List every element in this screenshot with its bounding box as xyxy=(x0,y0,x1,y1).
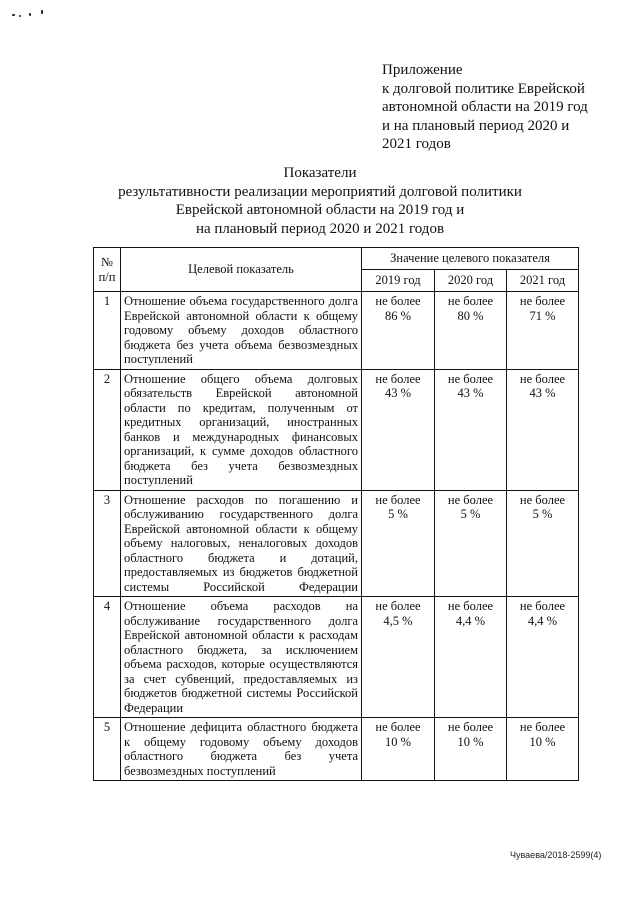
value-2020 xyxy=(435,597,507,718)
value-2021 xyxy=(507,718,579,781)
value-prefix: не более xyxy=(375,720,421,734)
value-prefix: не более xyxy=(519,294,566,308)
document-title xyxy=(0,164,640,238)
appendix-line: и на плановый период 2020 и xyxy=(382,117,570,134)
value-number: 5 % xyxy=(388,507,408,521)
value-prefix: не более xyxy=(519,720,566,734)
title-line: Еврейской автономной области на 2019 год и xyxy=(175,202,465,218)
value-number: 10 % xyxy=(529,734,556,749)
header-number-line: № xyxy=(101,255,113,269)
indicator-text: Отношение объема государственного долга Еврейской автономной области к общему годовому объему доходов областного бюджета без учета объема безвозмездных поступлений xyxy=(121,292,362,370)
title-line: Показатели xyxy=(283,165,357,181)
value-prefix: не более xyxy=(375,371,421,386)
value-prefix: не более xyxy=(447,371,494,386)
value-prefix: не более xyxy=(447,492,494,507)
scan-speck xyxy=(29,13,31,16)
value-prefix: не более xyxy=(375,492,421,507)
value-number: 4,5 % xyxy=(383,613,413,628)
appendix-line: Приложение xyxy=(382,62,463,78)
row-number: 2 xyxy=(94,369,121,490)
row-number: 1 xyxy=(94,292,121,370)
value-number: 71 % xyxy=(529,308,556,323)
indicator-text: Отношение расходов по погашению и обслуживанию государственного долга Еврейской автономной области к общему объему налоговых, неналоговых доходов областного бюджета и дотаций, предоставляемых из бюджетов бюджетной системы Российской Федерации xyxy=(121,490,362,597)
header-indicator: Целевой показатель xyxy=(121,248,362,292)
value-number: 80 % xyxy=(457,308,484,323)
value-number: 10 % xyxy=(457,734,484,749)
indicator-text: Отношение объема расходов на обслуживание государственного долга Еврейской автономной области к расходам областного бюджета, за исключением объема расходов, которые осуществляются за счет субвенций, предоставляемых из бюджетов бюджетной системы Российской Федерации xyxy=(121,597,362,718)
value-2020 xyxy=(435,718,507,781)
value-prefix: не более xyxy=(375,294,421,308)
value-number: 4,4 % xyxy=(527,613,558,628)
value-prefix: не более xyxy=(519,371,566,386)
scan-speck xyxy=(19,15,21,17)
value-number: 43 % xyxy=(529,386,556,400)
appendix-line: 2021 годов xyxy=(382,136,451,152)
value-2021 xyxy=(507,292,579,370)
value-2020 xyxy=(435,490,507,597)
table-row xyxy=(94,490,579,597)
indicator-text: Отношение дефицита областного бюджета к общему годовому объему доходов областного бюджета без учета безвозмездных поступлений xyxy=(121,718,362,781)
title-line: на плановый период 2020 и 2021 годов xyxy=(195,220,445,237)
value-number: 86 % xyxy=(384,308,412,323)
header-year: 2019 год xyxy=(362,270,435,292)
header-number xyxy=(94,248,121,292)
table-row xyxy=(94,369,579,490)
indicators-table xyxy=(93,247,579,781)
title-line: результативности реализации мероприятий долговой политики xyxy=(118,183,522,200)
value-prefix: не более xyxy=(447,599,494,613)
value-number: 10 % xyxy=(384,734,412,749)
scan-speck xyxy=(12,14,15,16)
appendix-note xyxy=(382,61,622,154)
value-prefix: не более xyxy=(447,294,494,308)
value-number: 4,4 % xyxy=(455,613,486,628)
value-2019 xyxy=(362,597,435,718)
value-prefix: не более xyxy=(519,492,566,507)
value-2019 xyxy=(362,369,435,490)
table-row xyxy=(94,718,579,781)
table-row xyxy=(94,597,579,718)
appendix-line: автономной области на 2019 год xyxy=(382,99,588,115)
value-number: 43 % xyxy=(457,386,484,400)
value-number: 5 % xyxy=(532,507,553,521)
table-row xyxy=(94,292,579,370)
value-2019 xyxy=(362,292,435,370)
value-2020 xyxy=(435,292,507,370)
header-number-line: п/п xyxy=(98,269,116,284)
header-year: 2021 год xyxy=(507,270,579,292)
document-code: Чуваева/2018-2599(4) xyxy=(510,850,602,860)
value-prefix: не более xyxy=(519,599,566,613)
value-2019 xyxy=(362,718,435,781)
value-2021 xyxy=(507,597,579,718)
value-2020 xyxy=(435,369,507,490)
value-2019 xyxy=(362,490,435,597)
row-number: 4 xyxy=(94,597,121,718)
row-number: 3 xyxy=(94,490,121,597)
value-2021 xyxy=(507,369,579,490)
indicator-text: Отношение общего объема долговых обязательств Еврейской автономной области по кредитам, полученным от кредитных организаций, иностранных банков и международных финансовых организаций, к сумме доходов областного бюджета без учета безвозмездных поступлений xyxy=(121,369,362,490)
row-number: 5 xyxy=(94,718,121,781)
scan-speck xyxy=(41,10,43,14)
value-2021 xyxy=(507,490,579,597)
value-prefix: не более xyxy=(375,599,421,613)
value-number: 5 % xyxy=(460,507,481,521)
header-year: 2020 год xyxy=(435,270,507,292)
appendix-line: к долговой политике Еврейской xyxy=(382,80,585,97)
value-prefix: не более xyxy=(447,720,494,734)
value-number: 43 % xyxy=(384,386,412,400)
header-value-group: Значение целевого показателя xyxy=(362,248,579,270)
